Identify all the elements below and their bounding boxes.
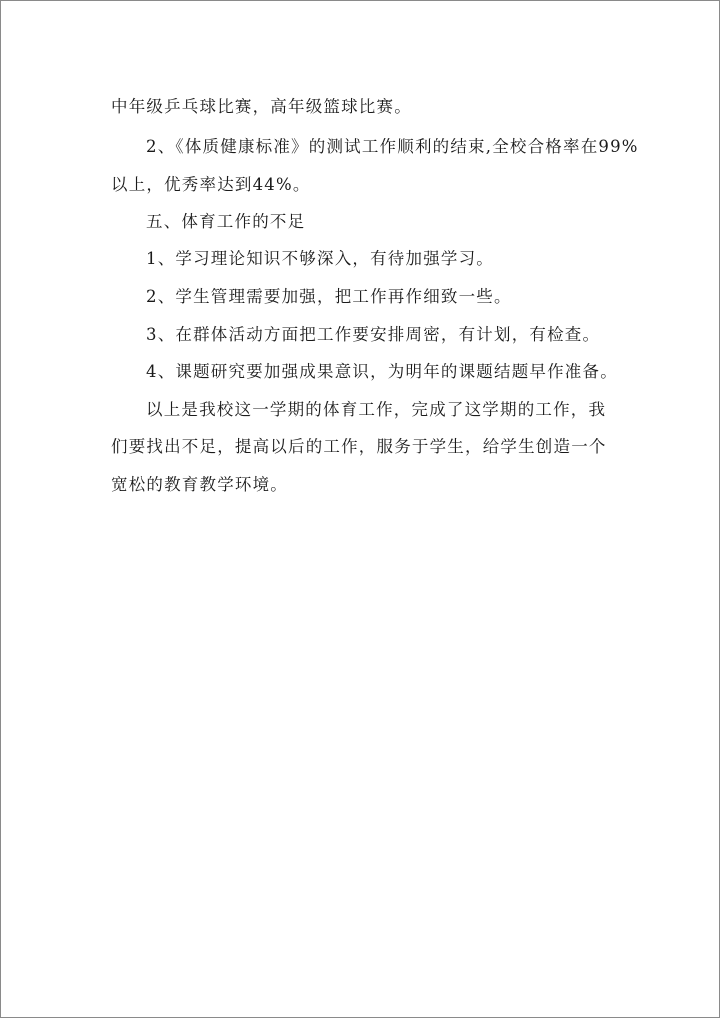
paragraph-line: 2、《体质健康标准》的测试工作顺利的结束,全校合格率在99% [146, 137, 639, 156]
list-item: 3、在群体活动方面把工作要安排周密，有计划，有检查。 [146, 325, 601, 344]
paragraph-line: 宽松的教育教学环境。 [111, 475, 288, 494]
list-item: 4、课题研究要加强成果意识，为明年的课题结题早作准备。 [146, 362, 618, 381]
paragraph-line: 们要找出不足，提高以后的工作，服务于学生，给学生创造一个 [111, 437, 607, 456]
section-heading: 五、体育工作的不足 [146, 212, 306, 231]
paragraph-line: 中年级乒乓球比赛，高年级篮球比赛。 [111, 97, 412, 116]
list-item: 2、学生管理需要加强，把工作再作细致一些。 [146, 287, 512, 306]
paragraph-line: 以上，优秀率达到44%。 [111, 175, 311, 194]
paragraph-line: 以上是我校这一学期的体育工作，完成了这学期的工作，我 [146, 400, 607, 419]
list-item: 1、学习理论知识不够深入，有待加强学习。 [146, 249, 494, 268]
